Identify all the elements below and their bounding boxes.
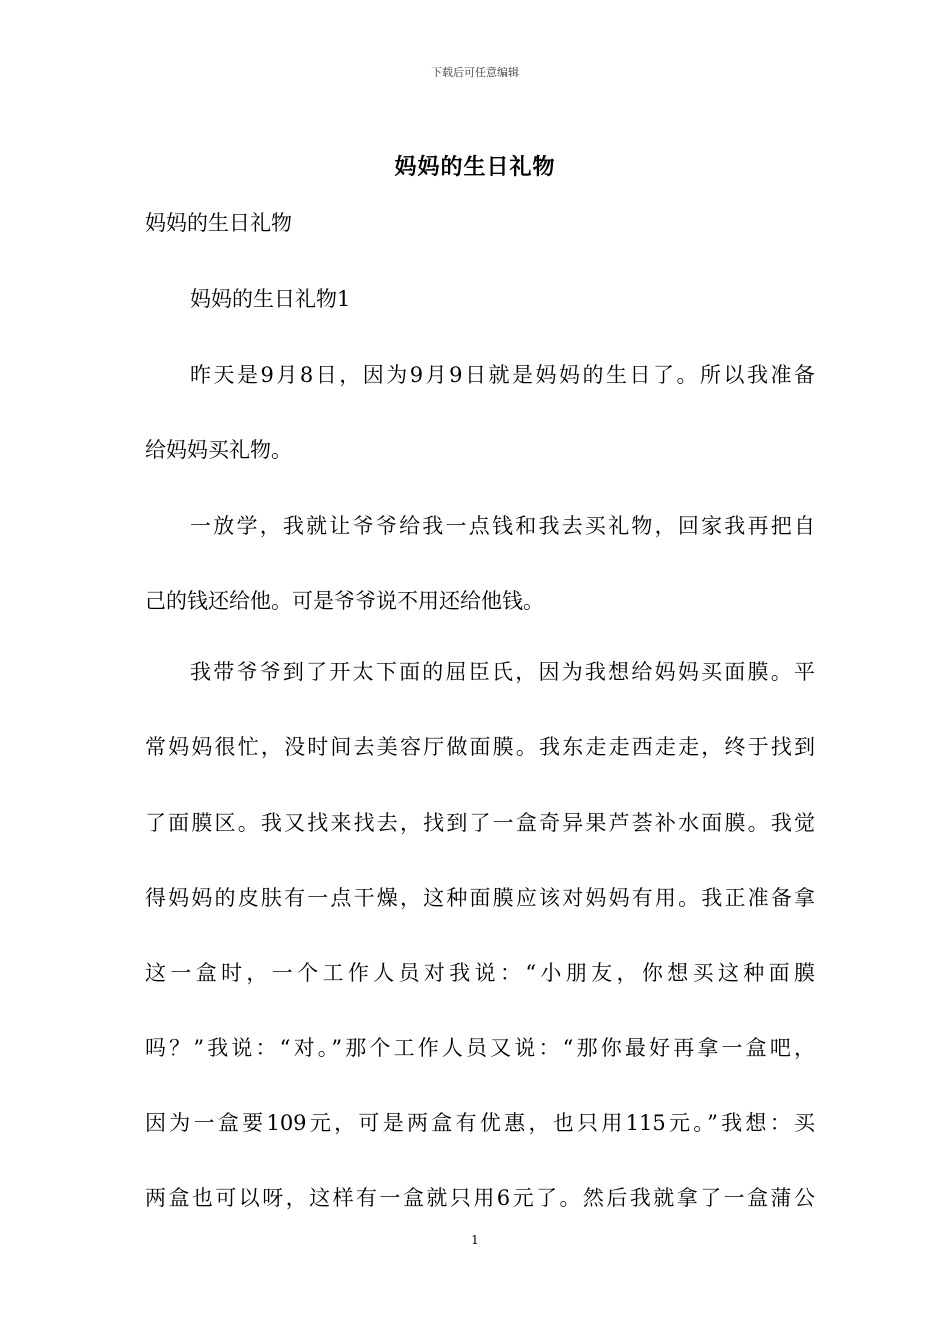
document-title: 妈妈的生日礼物: [394, 154, 556, 180]
paragraph-line: 两盒也可以呀，这样有一盒就只用6元了。然后我就拿了一盒蒲公: [145, 1186, 815, 1210]
paragraph-line: 得妈妈的皮肤有一点干燥，这种面膜应该对妈妈有用。我正准备拿: [145, 886, 815, 910]
paragraph-line: 己的钱还给他。可是爷爷说不用还给他钱。: [145, 589, 544, 613]
section-heading: 妈妈的生日礼物1: [190, 287, 351, 311]
paragraph-line: 一放学，我就让爷爷给我一点钱和我去买礼物，回家我再把自: [190, 514, 815, 538]
paragraph-line: 我带爷爷到了开太下面的屈臣氏，因为我想给妈妈买面膜。平: [190, 660, 815, 684]
paragraph-line: 昨天是9月8日，因为9月9日就是妈妈的生日了。所以我准备: [190, 363, 815, 387]
paragraph-line: 因为一盒要109元，可是两盒有优惠，也只用115元。”我想：买: [145, 1111, 815, 1135]
paragraph-line: 这一盒时，一个工作人员对我说：“小朋友，你想买这种面膜: [145, 961, 815, 985]
paragraph-line: 吗？”我说：“对。”那个工作人员又说：“那你最好再拿一盒吧，: [145, 1036, 815, 1060]
subtitle-line: 妈妈的生日礼物: [145, 211, 292, 235]
paragraph-line: 常妈妈很忙，没时间去美容厅做面膜。我东走走西走走，终于找到: [145, 735, 815, 759]
header-note: 下载后可任意编辑: [431, 66, 519, 79]
page-number: 1: [471, 1233, 479, 1247]
paragraph-line: 了面膜区。我又找来找去，找到了一盒奇异果芦荟补水面膜。我觉: [145, 811, 815, 835]
paragraph-line: 给妈妈买礼物。: [145, 438, 292, 462]
